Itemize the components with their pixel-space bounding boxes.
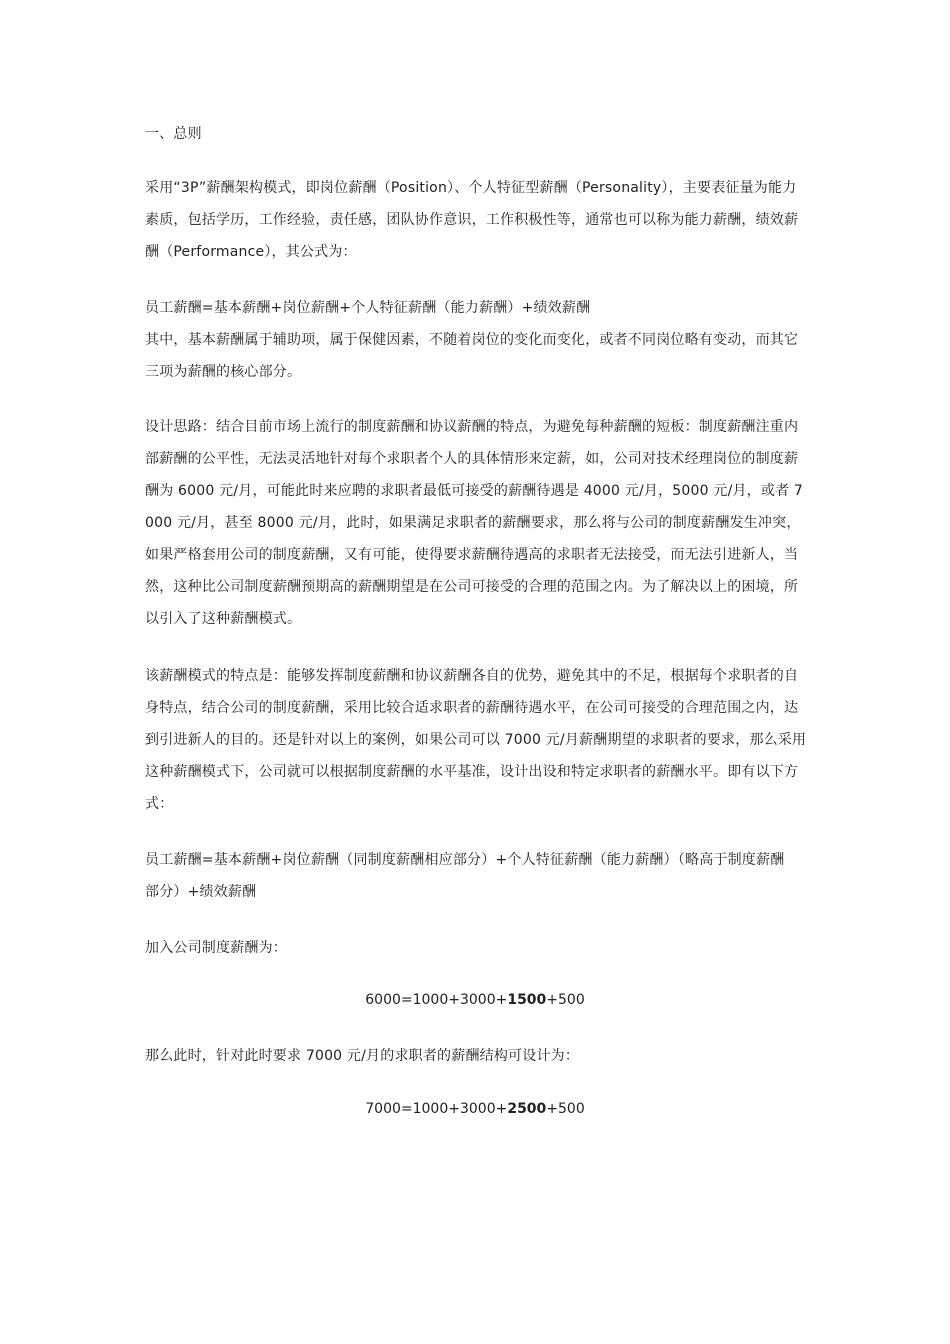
section-heading (145, 118, 810, 150)
equation-highlight: 2500 (507, 1101, 547, 1117)
formula2-paragraph (145, 844, 810, 908)
paragraph-line: 酬（Performance），其公式为： (145, 244, 357, 260)
equation-prefix: 6000=1000+3000+ (365, 992, 508, 1008)
paragraph-line: 三项为薪酬的核心部分。 (145, 364, 302, 380)
formula-line: 员工薪酬=基本薪酬+岗位薪酬（同制度薪酬相应部分）+个人特征薪酬（能力薪酬）（略高于制度薪酬 (145, 852, 785, 868)
equation-suffix: +500 (546, 992, 585, 1008)
intro-paragraph (145, 172, 810, 268)
paragraph-line: 到引进新人的目的。还是针对以上的案例，如果公司可以 7000 元/月薪酬期望的求职者的要求，那么采用 (145, 732, 807, 748)
paragraph-line: 该薪酬模式的特点是：能够发挥制度薪酬和协议薪酬各自的优势，避免其中的不足，根据每个求职者的自 (145, 668, 799, 684)
paragraph-line: 设计思路：结合目前市场上流行的制度薪酬和协议薪酬的特点，为避免每种薪酬的短板：制度薪酬注重内 (145, 419, 799, 435)
equation-suffix: +500 (546, 1101, 585, 1117)
paragraph-line: 如果严格套用公司的制度薪酬，又有可能，使得要求薪酬待遇高的求职者无法接受，而无法引进新人，当 (145, 547, 799, 563)
formula-paragraph (145, 292, 810, 388)
join-label: 加入公司制度薪酬为： (145, 940, 287, 956)
paragraph-line: 以引入了这种薪酬模式。 (145, 611, 302, 627)
paragraph-line: 然，这种比公司制度薪酬预期高的薪酬期望是在公司可接受的合理的范围之内。为了解决以上的困境，所 (145, 579, 799, 595)
heading-text: 一、总则 (145, 126, 202, 142)
then-text: 那么此时，针对此时要求 7000 元/月的求职者的薪酬结构可设计为： (145, 1048, 580, 1064)
formula-line: 部分）+绩效薪酬 (145, 884, 257, 900)
then-paragraph (145, 1040, 810, 1072)
features-paragraph (145, 660, 810, 820)
paragraph-line: 素质，包括学历，工作经验，责任感，团队协作意识，工作积极性等，通常也可以称为能力薪酬，绩效薪 (145, 212, 799, 228)
formula-line: 员工薪酬=基本薪酬+岗位薪酬+个人特征薪酬（能力薪酬）+绩效薪酬 (145, 300, 591, 316)
paragraph-line: 部薪酬的公平性，无法灵活地针对每个求职者个人的具体情形来定薪，如，公司对技术经理岗位的制度薪 (145, 451, 799, 467)
paragraph-line: 酬为 6000 元/月，可能此时来应聘的求职者最低可接受的薪酬待遇是 4000 元/月，5000 元/月，或者 7 (145, 483, 804, 499)
paragraph-line: 式： (145, 796, 174, 812)
equation-2 (0, 1097, 950, 1121)
paragraph-line: 身特点，结合公司的制度薪酬，采用比较合适求职者的薪酬待遇水平，在公司可接受的合理范围之内，达 (145, 700, 799, 716)
paragraph-line: 采用“3P”薪酬架构模式，即岗位薪酬（Position）、个人特征型薪酬（Personality），主要表征量为能力 (145, 180, 797, 196)
paragraph-line: 这种薪酬模式下，公司就可以根据制度薪酬的水平基准，设计出设和特定求职者的薪酬水平。即有以下方 (145, 764, 799, 780)
join-label-paragraph (145, 932, 810, 964)
equation-prefix: 7000=1000+3000+ (365, 1101, 508, 1117)
paragraph-line: 000 元/月，甚至 8000 元/月，此时，如果满足求职者的薪酬要求，那么将与公司的制度薪酬发生冲突， (145, 515, 801, 531)
paragraph-line: 其中，基本薪酬属于辅助项，属于保健因素，不随着岗位的变化而变化，或者不同岗位略有变动，而其它 (145, 332, 799, 348)
design-paragraph (145, 411, 810, 635)
equation-1 (0, 988, 950, 1012)
equation-highlight: 1500 (507, 992, 547, 1008)
